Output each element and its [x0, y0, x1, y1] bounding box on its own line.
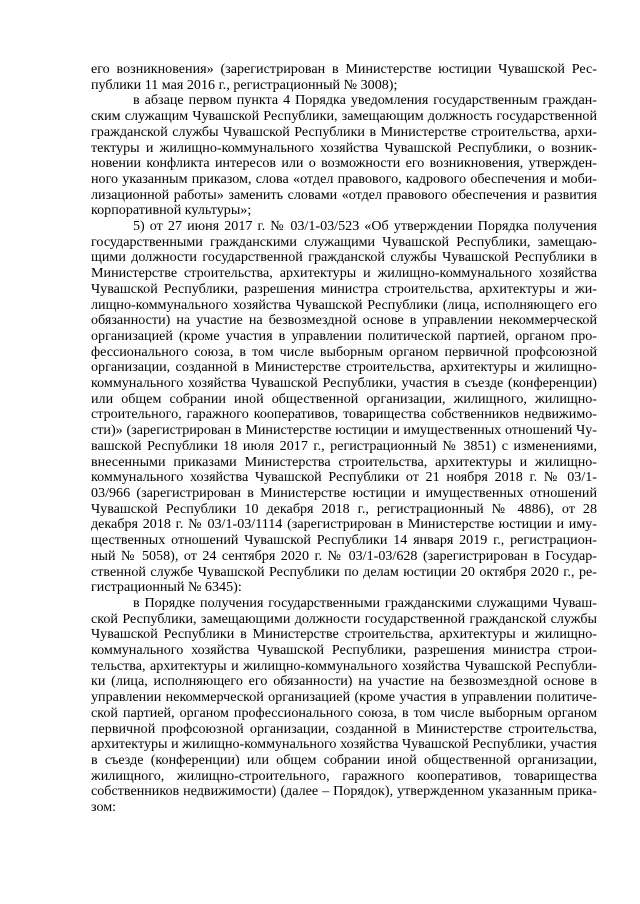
paragraph-procedure-amendment: в Порядке получения государственными гражданскими служащими Чувашской Республики, замещающими должности государственной гражданской службы Чувашской Республики в Министерстве строительства, архитектуры и жилищно-коммунального хозяйства Чувашской Республики, разрешения министра строительства, архитектуры и жилищно-коммунального хозяйства Чувашской Республики (лица, исполняющего его обязанности) на участие на безвозмездной основе в управлении некоммерческой организацией (кроме участия в управлении политической партией, органом профессионального союза, в том числе выборным органом первичной профсоюзной организации, созданной в Министерстве строительства, архитектуры и жилищно-коммунального хозяйства Чувашской Республики, участия в съезде (конференции) или общем собрании иной общественной организации, жилищного, жилищно-строительного, гаражного кооперативов, товарищества собственников недвижимости) (далее – Порядок), утвержденном указанным приказом: — [91, 594, 597, 816]
document-body — [91, 62, 597, 816]
paragraph-continuation: его возникновения» (зарегистрирован в Министерстве юстиции Чувашской Республики 11 мая 2016 г., регистрационный № 3008); — [91, 61, 597, 93]
paragraph-amendment-clause-4: в абзаце первом пункта 4 Порядка уведомления государственным гражданским служащим Чувашской Республики, замещающим должность государственной гражданской службы Чувашской Республики в Министерстве строительства, архитектуры и жилищно-коммунального хозяйства Чувашской Республики, о возникновении конфликта интересов или о возможности его возникновения, утвержденного указанным приказом, слова «отдел правового, кадрового обеспечения и мобилизационной работы» заменить словами «отдел правового обеспечения и развития корпоративной культуры»; — [91, 92, 597, 219]
paragraph-item-5: 5) от 27 июня 2017 г. № 03/1-03/523 «Об утверждении Порядка получения государственными гражданскими служащими Чувашской Республики, замещающими должности государственной гражданской службы Чувашской Республики в Министерстве строительства, архитектуры и жилищно-коммунального хозяйства Чувашской Республики, разрешения министра строительства, архитектуры и жилищно-коммунального хозяйства Чувашской Республики (лица, исполняющего его обязанности) на участие на безвозмездной основе в управлении некоммерческой организацией (кроме участия в управлении политической партией, органом профессионального союза, в том числе выборным органом первичной профсоюзной организации, созданной в Министерстве строительства, архитектуры и жилищно-коммунального хозяйства Чувашской Республики, участия в съезде (конференции) или общем собрании иной общественной организации, жилищного, жилищно-строительного, гаражного кооперативов, товарищества собственников недвижимости)» (зарегистрирован в Министерстве юстиции и имущественных отношений Чувашской Республики 18 июля 2017 г., регистрационный № 3851) с изменениями, внесенными приказами Министерства строительства, архитектуры и жилищно-коммунального хозяйства Чувашской Республики от 21 ноября 2018 г. № 03/1-03/966 (зарегистрирован в Министерстве юстиции и имущественных отношений Чувашской Республики 10 декабря 2018 г., регистрационный № 4886), от 28 декабря 2018 г. № 03/1-03/1114 (зарегистрирован в Министерстве юстиции и имущественных отношений Чувашской Республики 14 января 2019 г., регистрационный № 5058), от 24 сентября 2020 г. № 03/1-03/628 (зарегистрирован в Государственной службе Чувашской Республики по делам юстиции 20 октября 2020 г., регистрационный № 6345): — [91, 218, 597, 596]
